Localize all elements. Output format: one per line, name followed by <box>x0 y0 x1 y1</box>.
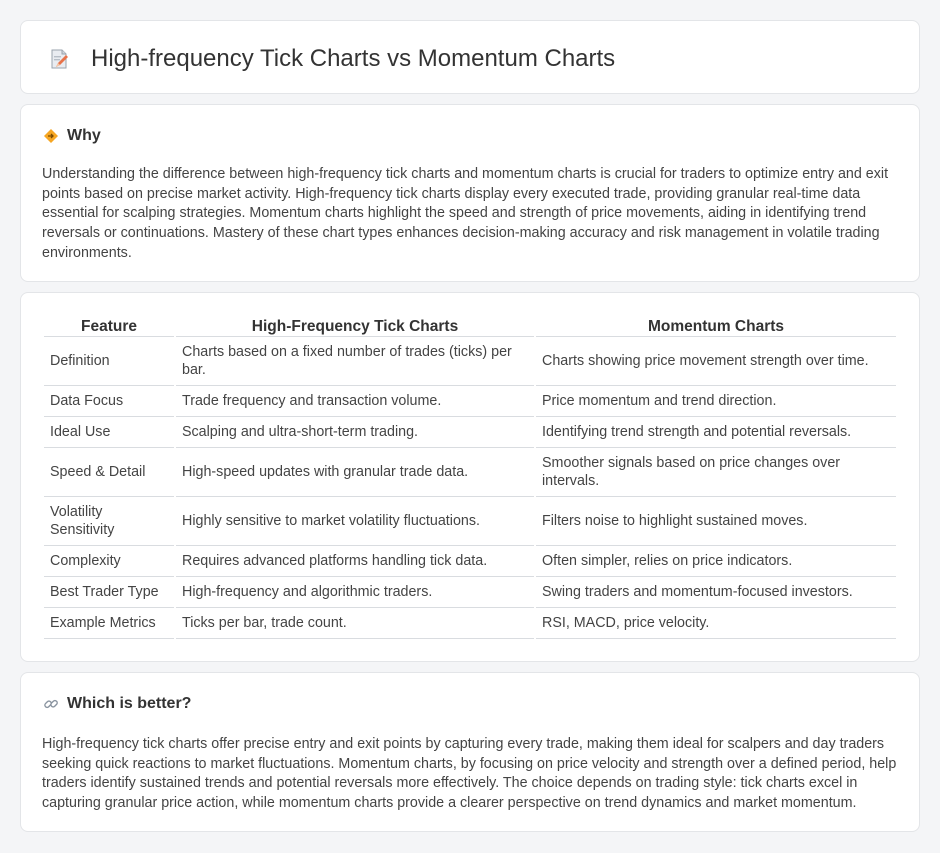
link-icon <box>43 696 59 712</box>
feature-cell: Volatility Sensitivity <box>44 497 174 546</box>
table-row <box>44 497 896 546</box>
why-heading: Why <box>67 127 101 144</box>
tick-chart-cell: Highly sensitive to market volatility fluctuations. <box>176 497 534 546</box>
table-row <box>44 386 896 417</box>
table-row <box>44 546 896 577</box>
diamond-sign-icon <box>43 128 59 144</box>
tick-chart-cell: Scalping and ultra-short-term trading. <box>176 417 534 448</box>
why-section <box>20 104 920 282</box>
why-body: Understanding the difference between high-frequency tick charts and momentum charts is crucial for traders to optimize entry and exit points based on precise market activity. High-frequency tick charts display every executed trade, providing granular real-time data essential for scalping strategies. Momentum charts highlight the speed and strength of price movements, aiding in identifying trend reversals or continuations. Mastery of these chart types enhances decision-making accuracy and risk management in volatile trading environments. <box>42 166 889 261</box>
column-header: High-Frequency Tick Charts <box>176 315 534 337</box>
feature-cell: Best Trader Type <box>44 577 174 608</box>
comparison-table <box>42 315 898 639</box>
column-header: Momentum Charts <box>536 315 896 337</box>
tick-chart-cell: Charts based on a fixed number of trades (ticks) per bar. <box>176 337 534 386</box>
momentum-chart-cell: Swing traders and momentum-focused investors. <box>536 577 896 608</box>
column-header: Feature <box>44 315 174 337</box>
tick-chart-cell: Trade frequency and transaction volume. <box>176 386 534 417</box>
momentum-chart-cell: Price momentum and trend direction. <box>536 386 896 417</box>
table-row <box>44 608 896 639</box>
feature-cell: Ideal Use <box>44 417 174 448</box>
better-heading: Which is better? <box>67 695 192 712</box>
why-header <box>43 127 101 145</box>
momentum-chart-cell: RSI, MACD, price velocity. <box>536 608 896 639</box>
comparison-section <box>20 292 920 662</box>
title-row <box>47 45 615 73</box>
feature-cell: Data Focus <box>44 386 174 417</box>
which-better-section <box>20 672 920 832</box>
feature-cell: Definition <box>44 337 174 386</box>
better-header <box>43 695 191 713</box>
tick-chart-cell: Ticks per bar, trade count. <box>176 608 534 639</box>
better-body: High-frequency tick charts offer precise entry and exit points by capturing every trade, making them ideal for scalpers and day traders seeking quick reactions to market fluctuations. Momentum charts, by focusing on price velocity and strength over a defined period, help traders identify sustained trends and potential reversals more effectively. The choice depends on trading style: tick charts excel in capturing granular price action, while momentum charts provide a clearer perspective on trend dynamics and market momentum. <box>42 736 897 812</box>
momentum-chart-cell: Often simpler, relies on price indicators. <box>536 546 896 577</box>
momentum-chart-cell: Filters noise to highlight sustained moves. <box>536 497 896 546</box>
momentum-chart-cell: Identifying trend strength and potential reversals. <box>536 417 896 448</box>
feature-cell: Complexity <box>44 546 174 577</box>
document-edit-icon <box>47 47 71 71</box>
tick-chart-cell: High-frequency and algorithmic traders. <box>176 577 534 608</box>
tick-chart-cell: High-speed updates with granular trade data. <box>176 448 534 497</box>
table-header-row <box>44 315 896 337</box>
table-row <box>44 448 896 497</box>
table-row <box>44 577 896 608</box>
tick-chart-cell: Requires advanced platforms handling tick data. <box>176 546 534 577</box>
feature-cell: Example Metrics <box>44 608 174 639</box>
momentum-chart-cell: Smoother signals based on price changes over intervals. <box>536 448 896 497</box>
feature-cell: Speed & Detail <box>44 448 174 497</box>
title-card <box>20 20 920 94</box>
table-row <box>44 417 896 448</box>
page-title: High-frequency Tick Charts vs Momentum Charts <box>91 45 616 72</box>
momentum-chart-cell: Charts showing price movement strength over time. <box>536 337 896 386</box>
table-row <box>44 337 896 386</box>
